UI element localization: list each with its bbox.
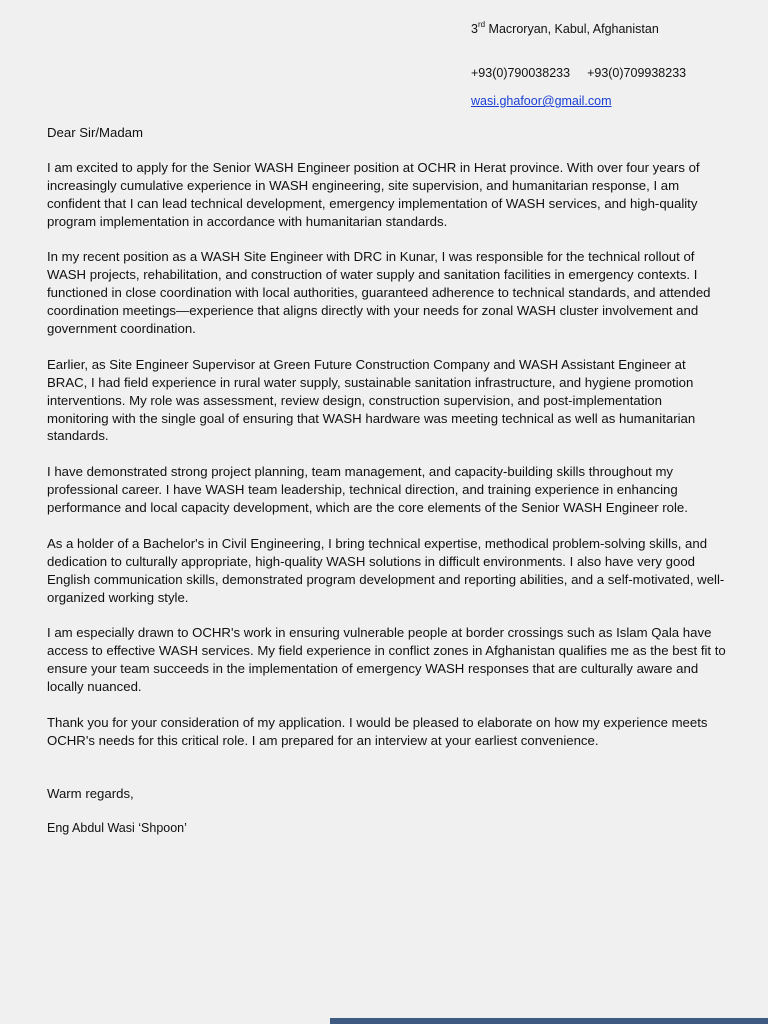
letter-paragraph: Earlier, as Site Engineer Supervisor at Green Future Construction Company and WASH Assistant Engineer at BRAC, I had field experience in rural water supply, sustainable sanitation infrastructure, and hygiene promotion interventions. My role was assessment, review design, construction supervision, and post-implementation monitoring with the single goal of ensuring that WASH hardware was meeting technical as well as humanitarian standards. (47, 356, 696, 444)
letter-paragraph: I am excited to apply for the Senior WASH Engineer position at OCHR in Herat province. With over four years of increasingly cumulative experience in WASH engineering, site supervision, and humanitarian response, I am confident that I can lead technical development, emergency implementation of WASH services, and high-quality program implementation in accordance with humanitarian standards. (47, 159, 700, 229)
letter-paragraph: I have demonstrated strong project planning, team management, and capacity-building skills throughout my professional career. I have WASH team leadership, technical direction, and training experience in enhancing performance and local capacity development, which are the core elements of the Senior WASH Engineer role. (47, 464, 688, 516)
letter-paragraph: Thank you for your consideration of my application. I would be pleased to elaborate on how my experience meets OCHR's needs for this critical role. I am prepared for an interview at your earliest convenience. (47, 714, 708, 748)
phone-numbers (471, 64, 686, 82)
letter-body (47, 124, 727, 838)
letter-paragraph: I am especially drawn to OCHR's work in ensuring vulnerable people at border crossings such as Islam Qala have access to effective WASH services. My field experience in conflict zones in Afghanistan qualifies me as the best fit to ensure your team succeeds in the implementation of emergency WASH responses that are culturally aware and locally nuanced. (47, 625, 726, 695)
phone-number-1: +93(0)790038233 (471, 66, 571, 80)
footer-accent-bar (330, 1018, 768, 1024)
sender-contact-block (471, 20, 686, 110)
letter-paragraph: As a holder of a Bachelor's in Civil Engineering, I bring technical expertise, methodical problem-solving skills, and dedication to culturally appropriate, high-quality WASH solutions in difficult environments. I also have very good English communication skills, demonstrated program development and reporting abilities, and a self-motivated, well-organized working style. (47, 535, 725, 605)
address-number: 3 (471, 22, 478, 36)
signature-name: Eng Abdul Wasi ‘Shpoon’ (47, 820, 187, 835)
address-ordinal-suffix: rd (477, 20, 486, 29)
phone-number-2: +93(0)709938233 (587, 66, 687, 80)
salutation: Dear Sir/Madam (47, 125, 144, 140)
address-text: Macroryan, Kabul, Afghanistan (485, 22, 659, 36)
letter-paragraph: In my recent position as a WASH Site Engineer with DRC in Kunar, I was responsible for the technical rollout of WASH projects, rehabilitation, and construction of water supply and sanitation facilities in emergency contexts. I functioned in close coordination with local authorities, guaranteed adherence to technical standards, and attended coordination meetings—experience that aligns directly with your needs for zonal WASH cluster involvement and government coordination. (47, 249, 711, 337)
sender-address (471, 20, 686, 38)
closing-line: Warm regards, (47, 785, 134, 801)
email-link[interactable]: wasi.ghafoor@gmail.com (471, 94, 612, 108)
